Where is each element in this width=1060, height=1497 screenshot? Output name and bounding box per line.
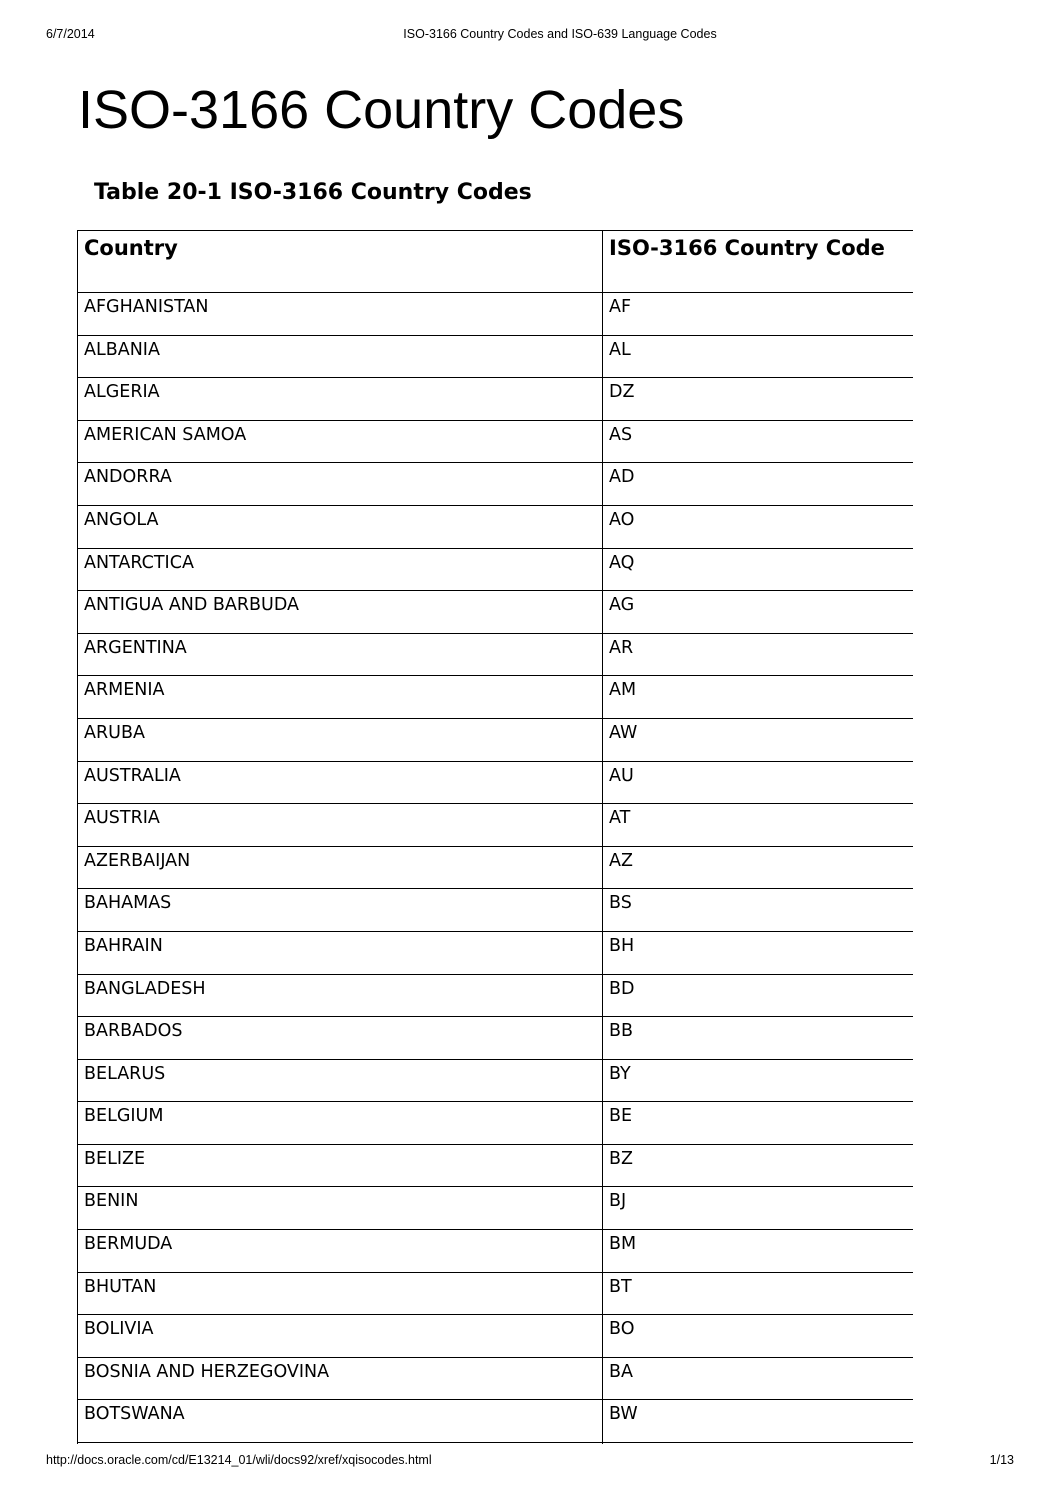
table-caption: Table 20-1 ISO-3166 Country Codes: [94, 180, 532, 205]
country-code-cell: BW: [603, 1400, 914, 1443]
table-row: [78, 591, 914, 634]
country-name-cell: AMERICAN SAMOA: [78, 420, 603, 463]
column-header-country: Country: [78, 231, 603, 293]
country-name-cell: BAHRAIN: [78, 931, 603, 974]
table-row: [78, 463, 914, 506]
country-name-cell: AUSTRIA: [78, 804, 603, 847]
table-row: [78, 889, 914, 932]
country-code-cell: AT: [603, 804, 914, 847]
table-row: [78, 335, 914, 378]
country-name-cell: BELARUS: [78, 1059, 603, 1102]
country-name-cell: BELIZE: [78, 1144, 603, 1187]
country-name-cell: ANDORRA: [78, 463, 603, 506]
print-date: 6/7/2014: [46, 27, 95, 41]
table-row: [78, 1059, 914, 1102]
country-code-cell: BA: [603, 1357, 914, 1400]
table-row: [78, 974, 914, 1017]
country-name-cell: BARBADOS: [78, 1017, 603, 1060]
print-footer: [0, 1453, 1060, 1471]
country-code-cell: AF: [603, 293, 914, 336]
country-code-cell: AM: [603, 676, 914, 719]
print-doc-title: ISO-3166 Country Codes and ISO-639 Language Codes: [403, 27, 717, 41]
table-row: [78, 1357, 914, 1400]
country-name-cell: AUSTRALIA: [78, 761, 603, 804]
table-row: [78, 676, 914, 719]
country-code-cell: AL: [603, 335, 914, 378]
table-row: [78, 1272, 914, 1315]
country-name-cell: BOLIVIA: [78, 1315, 603, 1358]
country-name-cell: ANTIGUA AND BARBUDA: [78, 591, 603, 634]
country-name-cell: BENIN: [78, 1187, 603, 1230]
country-codes-table: [77, 230, 913, 1444]
column-header-code: ISO-3166 Country Code: [603, 231, 914, 293]
country-code-cell: DZ: [603, 378, 914, 421]
country-code-cell: AW: [603, 718, 914, 761]
country-name-cell: ALBANIA: [78, 335, 603, 378]
country-code-cell: AQ: [603, 548, 914, 591]
country-name-cell: AFGHANISTAN: [78, 293, 603, 336]
country-name-cell: AZERBAIJAN: [78, 846, 603, 889]
table-row: [78, 293, 914, 336]
country-code-cell: BY: [603, 1059, 914, 1102]
table-row: [78, 1102, 914, 1145]
country-code-cell: BH: [603, 931, 914, 974]
country-codes-table-container: [77, 230, 913, 1444]
country-name-cell: ANGOLA: [78, 505, 603, 548]
country-code-cell: AR: [603, 633, 914, 676]
country-code-cell: AG: [603, 591, 914, 634]
print-header: [0, 27, 1060, 45]
table-header-row: [78, 231, 914, 293]
page-number: 1/13: [989, 1453, 1014, 1467]
country-name-cell: ARMENIA: [78, 676, 603, 719]
table-row: [78, 761, 914, 804]
country-name-cell: ARUBA: [78, 718, 603, 761]
country-name-cell: ALGERIA: [78, 378, 603, 421]
table-row: [78, 846, 914, 889]
table-row: [78, 1187, 914, 1230]
country-name-cell: BELGIUM: [78, 1102, 603, 1145]
country-name-cell: BHUTAN: [78, 1272, 603, 1315]
table-row: [78, 804, 914, 847]
table-row: [78, 378, 914, 421]
table-body: [78, 293, 914, 1445]
country-code-cell: AZ: [603, 846, 914, 889]
table-row: [78, 1017, 914, 1060]
country-code-cell: BZ: [603, 1144, 914, 1187]
table-row: [78, 505, 914, 548]
table-row: [78, 420, 914, 463]
country-code-cell: BJ: [603, 1187, 914, 1230]
country-code-cell: AU: [603, 761, 914, 804]
country-code-cell: AO: [603, 505, 914, 548]
country-name-cell: ARGENTINA: [78, 633, 603, 676]
country-code-cell: BS: [603, 889, 914, 932]
country-name-cell: BOTSWANA: [78, 1400, 603, 1443]
country-name-cell: [78, 1443, 603, 1444]
table-row: [78, 633, 914, 676]
page-title: ISO-3166 Country Codes: [78, 80, 685, 140]
country-code-cell: BO: [603, 1315, 914, 1358]
country-name-cell: BANGLADESH: [78, 974, 603, 1017]
table-row: [78, 1443, 914, 1444]
country-code-cell: AD: [603, 463, 914, 506]
country-code-cell: AS: [603, 420, 914, 463]
country-code-cell: BB: [603, 1017, 914, 1060]
table-row: [78, 1400, 914, 1443]
country-code-cell: BM: [603, 1230, 914, 1273]
table-row: [78, 931, 914, 974]
table-row: [78, 1230, 914, 1273]
country-code-cell: BT: [603, 1272, 914, 1315]
table-row: [78, 1315, 914, 1358]
country-code-cell: [603, 1443, 914, 1444]
table-row: [78, 718, 914, 761]
country-code-cell: BD: [603, 974, 914, 1017]
source-url: http://docs.oracle.com/cd/E13214_01/wli/docs92/xref/xqisocodes.html: [46, 1453, 432, 1467]
table-row: [78, 1144, 914, 1187]
country-code-cell: BE: [603, 1102, 914, 1145]
table-row: [78, 548, 914, 591]
country-name-cell: BERMUDA: [78, 1230, 603, 1273]
country-name-cell: BOSNIA AND HERZEGOVINA: [78, 1357, 603, 1400]
country-name-cell: BAHAMAS: [78, 889, 603, 932]
country-name-cell: ANTARCTICA: [78, 548, 603, 591]
